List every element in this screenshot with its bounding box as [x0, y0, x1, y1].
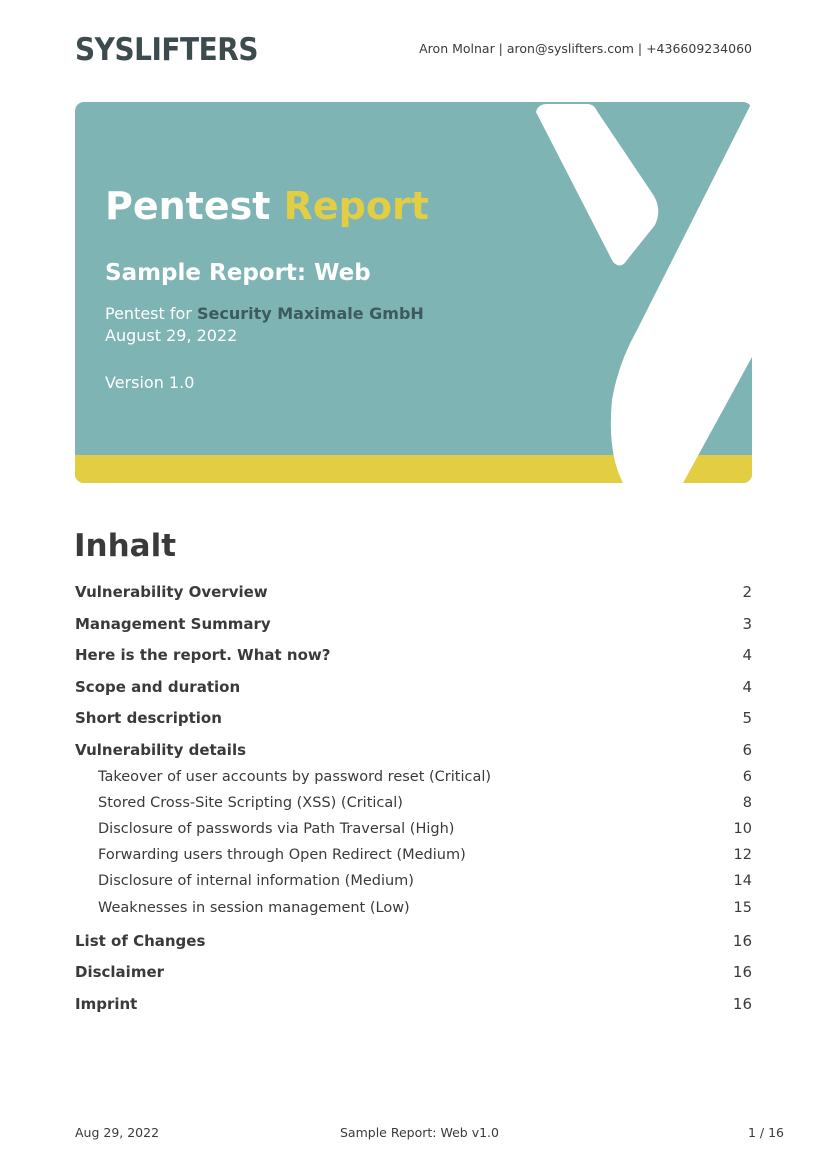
toc-subitem-label: Forwarding users through Open Redirect (Medium) — [98, 847, 466, 864]
toc-item-label: Vulnerability Overview — [75, 583, 268, 601]
footer-date: Aug 29, 2022 — [75, 1125, 160, 1140]
client-line — [105, 303, 424, 325]
toc-subitem-page: 14 — [733, 873, 752, 890]
pentest-for-label: Pentest for — [105, 304, 192, 323]
toc-subitem[interactable] — [75, 769, 752, 795]
toc-item-label: Scope and duration — [75, 677, 241, 696]
toc-subitem-label: Stored Cross-Site Scripting (XSS) (Critical) — [98, 794, 403, 811]
toc-item-page: 4 — [742, 646, 752, 665]
toc-item-label: List of Changes — [75, 931, 206, 950]
logo-wordmark: SYSLIFTERS — [75, 32, 258, 66]
author-contact: Aron Molnar | aron@syslifters.com | +436609234060 — [419, 41, 752, 56]
syslifters-logo — [75, 30, 260, 66]
toc-subitem[interactable] — [75, 900, 752, 926]
toc-item-page: 3 — [742, 614, 752, 633]
client-name: Security Maximale GmbH — [196, 304, 424, 323]
toc-item[interactable] — [75, 737, 752, 769]
toc-item-label: Vulnerability details — [75, 740, 247, 759]
page-number: 1 / 16 — [747, 1125, 784, 1140]
toc-item[interactable] — [75, 926, 752, 958]
toc-subitem-page: 8 — [742, 794, 752, 811]
toc-item-page: 16 — [732, 931, 752, 950]
report-meta — [105, 303, 424, 347]
toc-subitem-page: 15 — [733, 899, 752, 916]
toc-item[interactable] — [75, 674, 752, 706]
report-subtitle: Sample Report: Web — [105, 260, 371, 286]
footer-report-name: Sample Report: Web v1.0 — [340, 1125, 499, 1140]
toc-item[interactable] — [75, 642, 752, 674]
toc-item-label: Here is the report. What now? — [75, 646, 331, 665]
report-title — [105, 184, 429, 228]
toc-subitem-page: 12 — [733, 847, 752, 864]
toc-item-page: 5 — [742, 709, 752, 728]
toc-subitem[interactable] — [75, 847, 752, 873]
toc-subitem-page: 6 — [742, 768, 752, 785]
toc-subitem[interactable] — [75, 873, 752, 899]
toc-item-label: Short description — [75, 709, 222, 728]
report-date: August 29, 2022 — [105, 326, 238, 345]
toc-item[interactable] — [75, 579, 752, 611]
toc-item[interactable] — [75, 611, 752, 643]
toc-item-page: 6 — [742, 740, 752, 759]
report-title-main: Pentest — [105, 184, 271, 228]
toc-item-label: Imprint — [75, 994, 138, 1013]
toc-subitem-label: Takeover of user accounts by password reset (Critical) — [98, 768, 492, 785]
toc-item-label: Management Summary — [75, 614, 271, 633]
toc-subitem[interactable] — [75, 795, 752, 821]
toc-item-page: 16 — [732, 994, 752, 1013]
toc-subitem-page: 10 — [733, 820, 752, 837]
toc-subitem-label: Disclosure of internal information (Medium) — [98, 873, 414, 890]
toc-heading: Inhalt — [74, 528, 177, 564]
report-title-accent: Report — [283, 184, 429, 228]
toc-subitem-label: Weaknesses in session management (Low) — [98, 899, 410, 916]
toc-item[interactable] — [75, 957, 752, 989]
toc-item-page: 4 — [742, 677, 752, 696]
toc-subitem[interactable] — [75, 821, 752, 847]
toc-item[interactable] — [75, 705, 752, 737]
cover-banner — [75, 102, 752, 483]
toc-item-page: 16 — [732, 963, 752, 982]
toc-item[interactable] — [75, 989, 752, 1021]
toc-item-label: Disclaimer — [75, 963, 165, 982]
toc-item-page: 2 — [742, 583, 752, 601]
table-of-contents — [75, 579, 752, 1020]
report-version: Version 1.0 — [105, 373, 195, 392]
brand-y-mark — [75, 102, 752, 483]
toc-subitem-label: Disclosure of passwords via Path Traversal (High) — [98, 820, 455, 837]
